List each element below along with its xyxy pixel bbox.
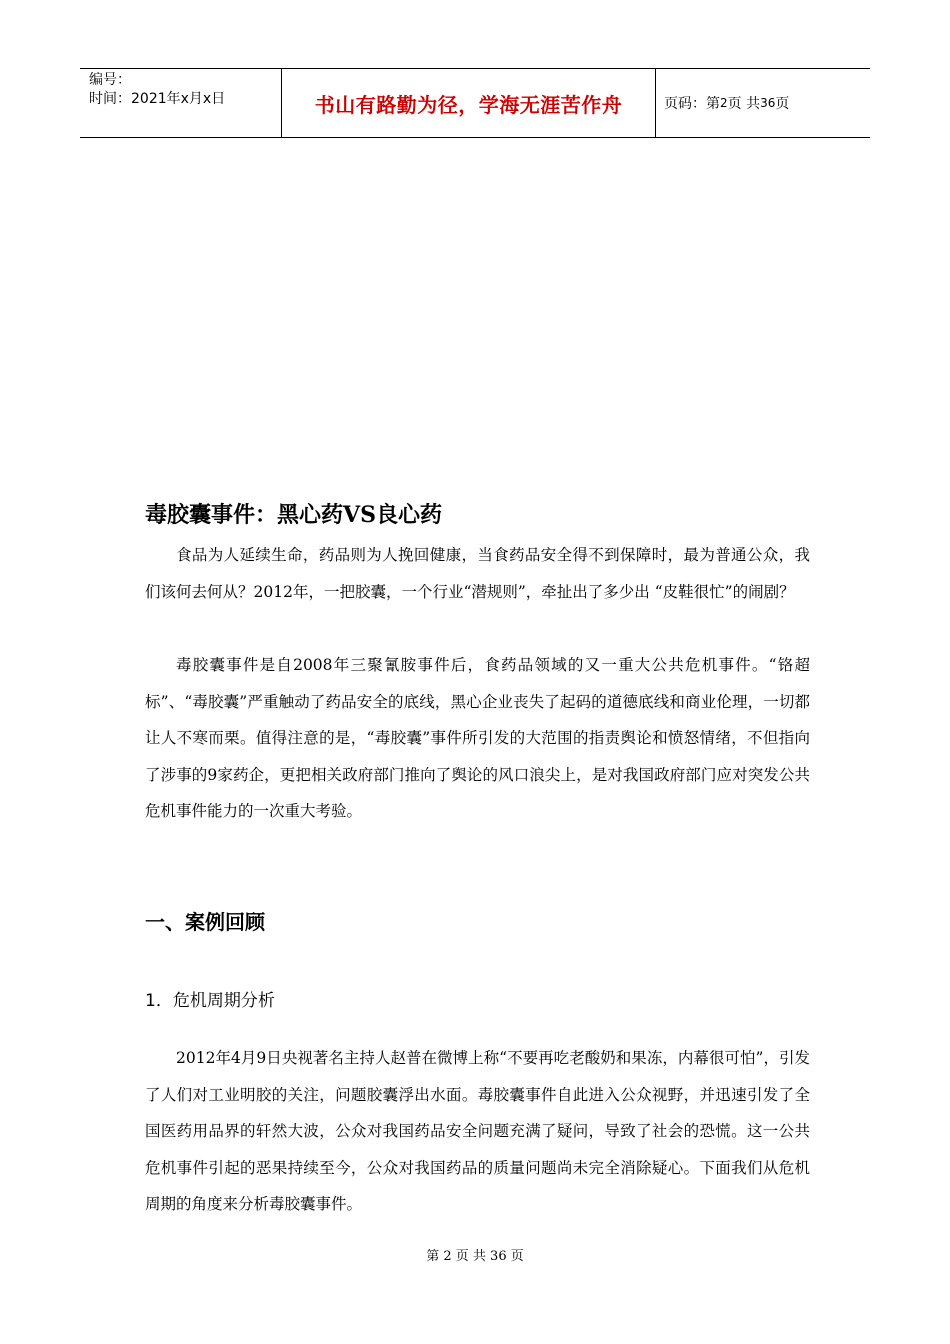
number-label: 编号： [89,72,131,88]
context-paragraph: 毒胶囊事件是自2008年三聚氰胺事件后，食药品领域的又一重大公共危机事件。“铬超标”、“毒胶囊”严重触动了药品安全的底线，黑心企业丧失了起码的道德底线和商业伦理，一切都让人不寒而栗。值得注意的是，“毒胶囊”事件所引发的大范围的指责舆论和愤怒情绪，不但指向了涉事的9家药企，更把相关政府部门推向了舆论的风口浪尖上，是对我国政府部门应对突发公共危机事件能力的一次重大考验。 [145,656,810,820]
page-footer: 第 2 页 共 36 页 [426,1249,524,1264]
section-heading: 一、案例回顾 [145,910,265,934]
intro-paragraph: 食品为人延续生命，药品则为人挽回健康，当食药品安全得不到保障时，最为普通公众，我们该何去何从？2012年，一把胶囊，一个行业“潜规则”，牵扯出了多少出 “皮鞋很忙”的闹剧？ [145,546,810,601]
header-page-info [656,69,870,137]
page-mid: 页 共 [727,96,761,112]
time-label: 时间：2021年x月x日 [89,91,226,107]
case-paragraph: 2012年4月9日央视著名主持人赵普在微博上称“不要再吃老酸奶和果冻，内幕很可怕”，引发了人们对工业明胶的关注，问题胶囊浮出水面。毒胶囊事件自此进入公众视野，并迅速引发了全国医药用品界的轩然大波，公众对我国药品安全问题充满了疑问，导致了社会的恐慌。这一公共危机事件引起的恶果持续至今，公众对我国药品的质量问题尚未完全消除疑心。下面我们从危机周期的角度来分析毒胶囊事件。 [145,1049,810,1213]
header-meta [80,69,282,137]
page-suffix: 页 [775,96,790,112]
document-title: 毒胶囊事件：黑心药VS良心药 [145,502,442,528]
page-total: 36 [760,96,776,110]
document-header [80,68,870,138]
page-prefix: 页码：第 [664,96,720,112]
header-motto: 书山有路勤为径，学海无涯苦作舟 [282,69,656,137]
page-current: 2 [720,96,728,110]
subsection-heading: 1．危机周期分析 [145,991,275,1011]
